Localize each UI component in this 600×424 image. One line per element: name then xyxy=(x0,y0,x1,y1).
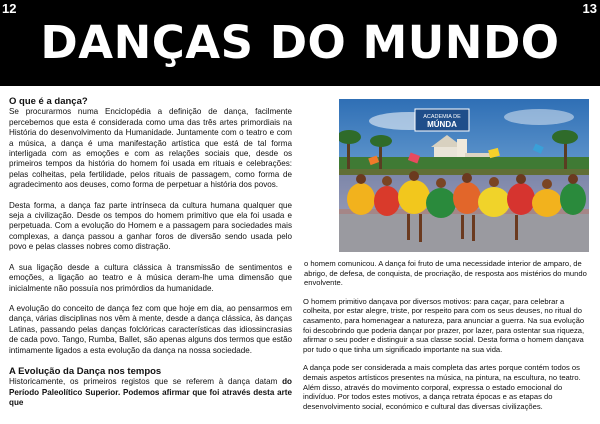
paragraph-history-bold: do Período Paleolítico Superior. Podemos afirmar que foi através desta arte que xyxy=(9,377,292,408)
page-title: DANÇAS DO MUNDO xyxy=(40,16,560,69)
paragraph-classical: A sua ligação desde a cultura clássica à transmissão de sentimentos e emoções, a ligação ao teatro e à música deram-lhe uma dimensão que inicialmente não possuía nos primórdios da humanidade. xyxy=(9,262,292,293)
intro-section xyxy=(9,96,292,191)
sign-line-1: ACADEMIA DE xyxy=(423,114,461,120)
evolution-section xyxy=(9,366,292,409)
paragraph-culture: Desta forma, a dança faz parte intrínseca da cultura humana qualquer que seja a civilização. Desde os tempos do homem primitivo que ela foi usada e perpetuada. Com a evolução do Homem e a passagem para sociedades mais complexas, a dança passou a ganhar foros de diversão sendo usada pelo povo e pelas classes nobres como distração. xyxy=(9,200,292,252)
paragraph-communication: o homem comunicou. A dança foi fruto de uma necessidade interior de amparo, de abrigo, de defesa, de conquista, de procriação, de resposta aos mistérios do mundo envolvente. xyxy=(304,259,587,288)
sign-line-2: MÚNDA xyxy=(427,120,457,129)
right-text-column xyxy=(303,259,590,420)
section-heading-what-is-dance: O que é a dança? xyxy=(9,96,88,107)
paragraph-history: Historicamente, os primeiros registos que se referem à dança datam xyxy=(9,377,283,387)
sign-board xyxy=(415,109,469,131)
paragraph-complete-art: A dança pode ser considerada a mais completa das artes porque contém todos os demais aspetos artísticos presentes na música, na pintura, na escultura, no teatro. Além disso, através do movimento corporal, expressa o estado emocional do indivíduo. Por todos estes motivos, a dança retrata épocas e as etapas do desenvolvimento social, económico e cultural das diversas civilizações. xyxy=(303,363,581,411)
page-number-left: 12 xyxy=(2,1,17,16)
paragraph-primitive-man: O homem primitivo dançava por diversos motivos: para caçar, para celebrar a colheita, por estar alegre, triste, por respeito para com os seus deuses, no ritual do casamento, para homenagear a natureza, para anunciar a guerra. Na sua evolução foi descobrindo que poderia dançar por prazer, por lazer, para ostentar sua riqueza, afirmar o seu poder e distinguir a sua classe social. Desta forma o homem dançava por tudo o que tinha um significado importante na sua vida. xyxy=(303,296,585,354)
page-number-right: 13 xyxy=(582,1,597,16)
paragraph-definition: Se procurarmos numa Enciclopédia a definição de dança, facilmente percebemos que esta é considerada como uma das três artes primordiais na História do desenvolvimento da Humanidade. Juntamente com o teatro e com a música, a dança é uma manifestação artística que está de tal forma interligada com as emoções e com as relações sociais que, desde os primeiros tempos da história do homem foi usada em rituais e celebrações: pelas colheitas, pela fertilidade, pelos rituais de passagem, como forma de agradecimento aos deuses, como forma de perpetuar a história dos povos. xyxy=(9,107,292,190)
section-heading-evolution: A Evolução da Dança nos tempos xyxy=(9,365,162,377)
dancers-photo xyxy=(339,99,589,252)
paragraph-evolution: A evolução do conceito de dança fez com que hoje em dia, ao pensarmos em dança, várias disciplinas nos vêm à mente, desde a dança clássica, às danças Latinas, passando pelas danças folclóricas características das idiossincrasias de cada povo. Tango, Rumba, Ballet, são apenas alguns dos termos que estão intimamente ligados a esta evolução da dança na nossa sociedade. xyxy=(9,303,292,355)
left-text-column xyxy=(9,96,292,419)
page-header xyxy=(0,0,600,86)
